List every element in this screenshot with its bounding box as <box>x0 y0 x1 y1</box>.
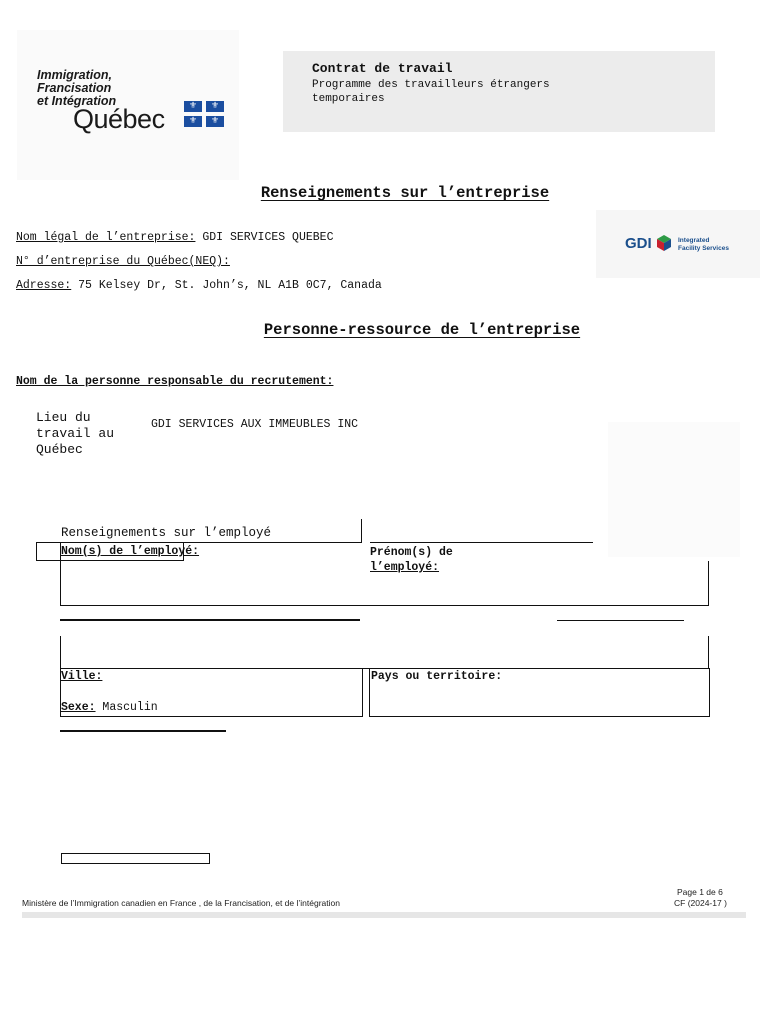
document-subtitle <box>312 78 550 106</box>
work-location-label-line-2: travail au <box>36 426 115 441</box>
legal-name-field <box>16 231 333 244</box>
last-name-label: Nom(s) de l’employé: <box>61 545 200 558</box>
quebec-flag-icon: ⚜ ⚜ ⚜ ⚜ <box>184 101 226 129</box>
first-name-label-line-1: Prénom(s) de <box>370 546 453 559</box>
gdi-logo-name: GDI <box>625 235 652 252</box>
legal-name-label: Nom légal de l’entreprise: <box>16 231 196 244</box>
city-label: Ville: <box>61 670 103 683</box>
logo-line-2: Francisation <box>37 81 112 95</box>
country-label: Pays ou territoire: <box>371 670 503 683</box>
faint-watermark <box>608 422 740 557</box>
recruiter-field <box>16 375 333 388</box>
employee-section-title: Renseignements sur l’employé <box>61 526 272 540</box>
legal-name-value: GDI SERVICES QUEBEC <box>202 231 334 244</box>
last-name-input-line[interactable] <box>60 605 709 606</box>
section-title-company: Renseignements sur l’entreprise <box>260 184 550 202</box>
work-location-value: GDI SERVICES AUX IMMEUBLES INC <box>151 418 359 431</box>
first-name-label-line-2: l’employé: <box>370 561 440 574</box>
subtitle-line-2: temporaires <box>312 93 385 105</box>
document-title: Contrat de travail <box>312 61 453 76</box>
gdi-tagline-line-2: Facility Services <box>678 245 729 252</box>
quebec-logo <box>17 30 239 180</box>
form-code: CF (2024-17 ) <box>674 898 727 908</box>
work-location-label-line-1: Lieu du <box>36 410 91 425</box>
document-header <box>283 51 715 132</box>
empty-field-box[interactable] <box>61 853 210 864</box>
logo-wordmark: Québec <box>73 104 165 134</box>
neq-label: N° d’entreprise du Québec(NEQ): <box>16 255 230 268</box>
gdi-tagline-line-1: Integrated <box>678 237 710 244</box>
sex-value: Masculin <box>102 701 158 714</box>
subtitle-line-1: Programme des travailleurs étrangers <box>312 79 550 91</box>
gdi-cube-icon <box>656 234 672 252</box>
first-name-label <box>370 545 453 575</box>
work-location-label <box>36 410 114 458</box>
address-field <box>16 279 382 292</box>
work-location-label-line-3: Québec <box>36 442 83 457</box>
page-number: Page 1 de 6 <box>677 887 723 897</box>
sex-label: Sexe: <box>61 701 96 714</box>
sex-field <box>61 701 158 714</box>
neq-field <box>16 255 230 268</box>
footer-bar <box>22 912 746 918</box>
address-value: 75 Kelsey Dr, St. John’s, NL A1B 0C7, Canada <box>78 279 382 292</box>
gdi-tagline <box>678 237 729 253</box>
logo-line-1: Immigration, <box>37 68 113 82</box>
logo-line-3: et Intégration <box>37 94 117 108</box>
section-title-contact: Personne-ressource de l’entreprise <box>263 321 581 339</box>
recruiter-label: Nom de la personne responsable du recrutement: <box>16 375 334 388</box>
address-label: Adresse: <box>16 279 72 292</box>
gdi-logo <box>596 210 760 278</box>
ministry-footer: Ministère de l’Immigration canadien en France , de la Francisation, et de l’intégration <box>22 898 340 908</box>
